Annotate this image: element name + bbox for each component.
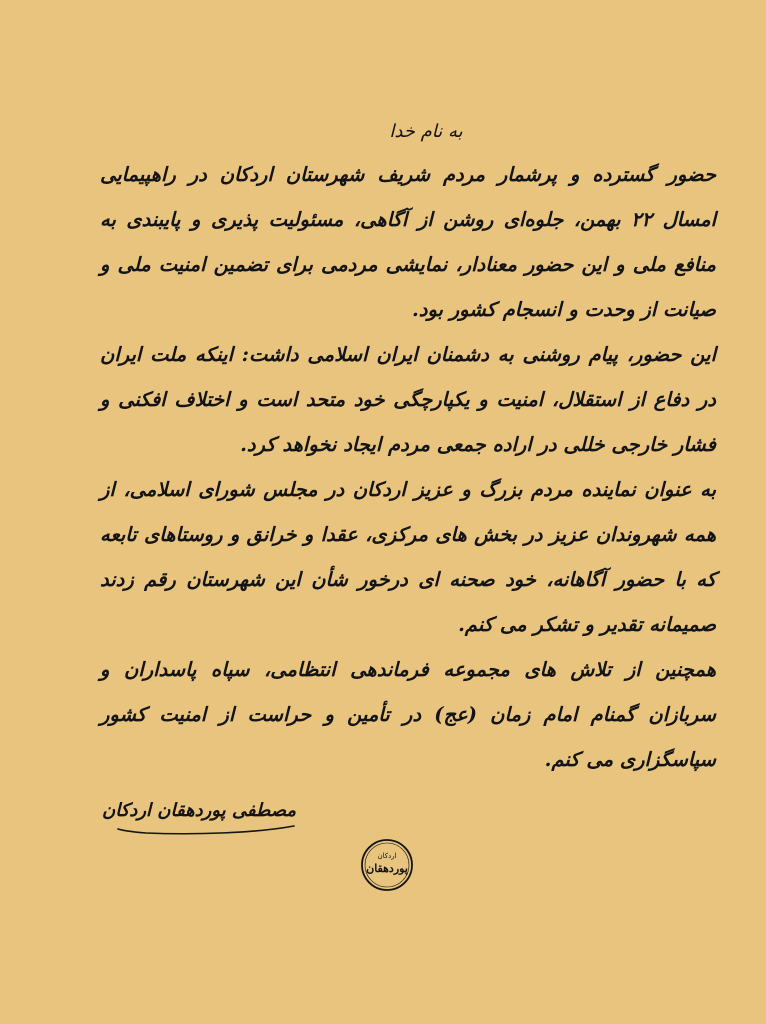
paragraph-2: این حضور، پیام روشنی به دشمنان ایران اسلامی داشت: اینکه ملت ایران در دفاع از استقلال، امنیت و یکپارچگی خود متحد است و اختلاف افکنی و فشار خارجی خللی در اراده جمعی مردم ایجاد نخواهد کرد. (100, 343, 716, 456)
paragraph-3: به عنوان نماینده مردم بزرگ و عزیز اردکان در مجلس شورای اسلامی، از همه شهروندان عزیز در بخش های مرکزی، عقدا و خرانق و روستاهای تابعه که با حضور آگاهانه، خود صحنه ای درخور شأن این شهرستان رقم زدند صمیمانه تقدیر و تشکر می کنم. (100, 478, 716, 636)
paragraph-4: همچنین از تلاش های مجموعه فرماندهی انتظامی، سپاه پاسداران و سربازان گمنام امام زمان (عج) در تأمین و حراست از امنیت کشور سپاسگزاری می کنم. (100, 658, 716, 771)
letter-body (100, 118, 716, 782)
signature-seal-icon (360, 838, 414, 892)
paragraph-1: حضور گسترده و پرشمار مردم شریف شهرستان اردکان در راهپیمایی امسال ۲۲ بهمن، جلوه‌ای روشن از آگاهی، مسئولیت پذیری و پایبندی به منافع ملی و این حضور معنادار، نمایشی مردمی برای تضمین امنیت ملی و صیانت از وحدت و انسجام کشور بود. (100, 163, 716, 321)
letter-heading: به نام خدا (389, 121, 463, 142)
svg-text:پوردهقان: پوردهقان (366, 862, 408, 875)
signature-block (102, 800, 296, 839)
svg-text:اردکان: اردکان (377, 852, 397, 860)
signature-name: مصطفی پوردهقان اردکان (102, 800, 296, 821)
signature-flourish-icon (116, 821, 296, 839)
